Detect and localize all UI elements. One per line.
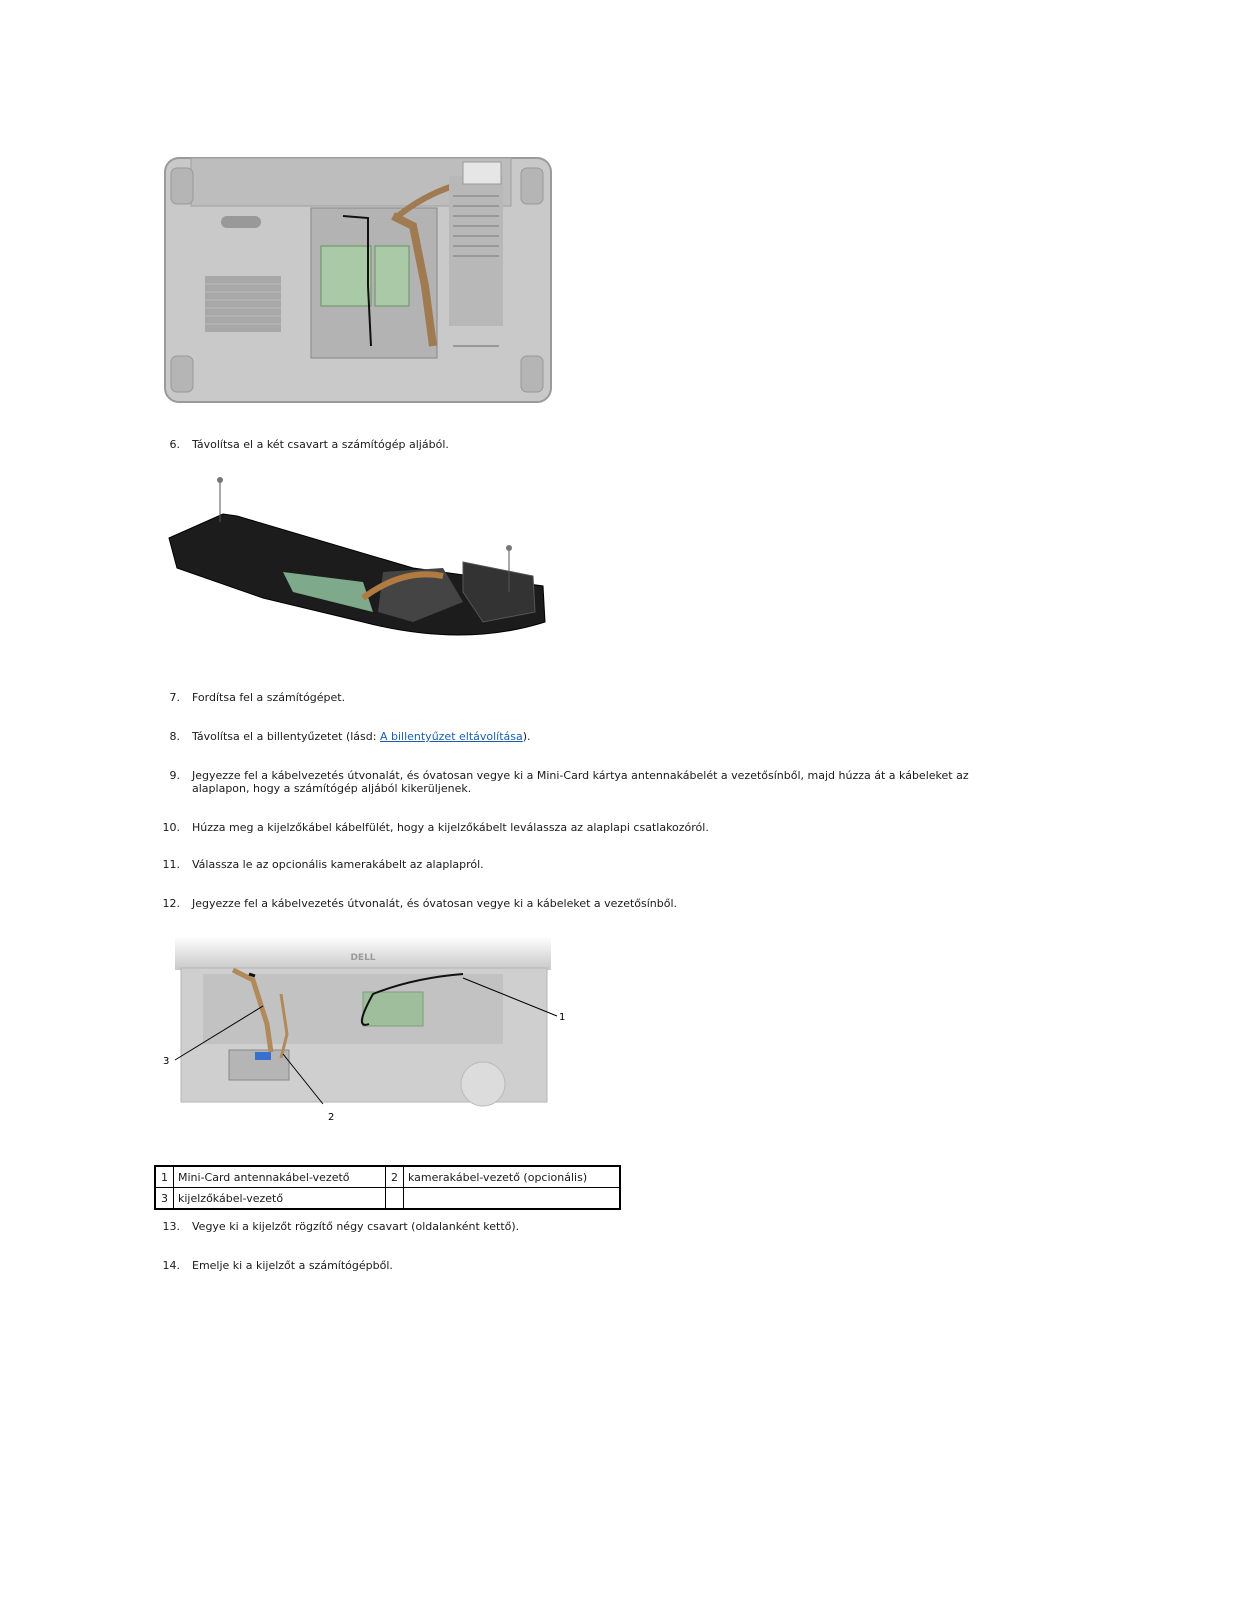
legend-label: kamerakábel-vezető (opcionális) xyxy=(404,1166,621,1188)
step-number: 10. xyxy=(162,821,180,834)
callout-2: 2 xyxy=(328,1112,335,1123)
legend-number: 3 xyxy=(155,1188,174,1210)
table-row xyxy=(155,1188,620,1210)
legend-label: kijelzőkábel-vezető xyxy=(174,1188,386,1210)
callout-legend-table xyxy=(154,1165,621,1210)
callout-1: 1 xyxy=(559,1012,566,1023)
step-number: 6. xyxy=(169,438,180,451)
table-row xyxy=(155,1166,620,1188)
step-text: Húzza meg a kijelzőkábel kábelfülét, hogy a kijelzőkábelt leválassza az alaplapi csatlakozóról. xyxy=(192,821,709,834)
screws-figure xyxy=(163,472,555,660)
step-number: 8. xyxy=(169,730,180,743)
step-number: 12. xyxy=(162,897,180,910)
step-text: Emelje ki a kijelzőt a számítógépből. xyxy=(192,1259,393,1272)
step-number: 9. xyxy=(169,769,180,782)
legend-number xyxy=(386,1188,404,1210)
legend-number: 1 xyxy=(155,1166,174,1188)
computer-bottom-figure xyxy=(163,156,555,406)
step-text: Válassza le az opcionális kamerakábelt az alaplapról. xyxy=(192,858,484,871)
dell-logo: DELL xyxy=(350,953,376,963)
step-number: 14. xyxy=(162,1259,180,1272)
step-number: 7. xyxy=(169,691,180,704)
step-text-before: Távolítsa el a billentyűzetet (lásd: xyxy=(192,730,380,743)
legend-label xyxy=(404,1188,621,1210)
step-text xyxy=(192,730,1022,743)
step-text: Vegye ki a kijelzőt rögzítő négy csavart (oldalanként kettő). xyxy=(192,1220,520,1233)
callout-3: 3 xyxy=(163,1056,170,1067)
step-text: Fordítsa fel a számítógépet. xyxy=(192,691,346,704)
keyboard-removal-link[interactable]: A billentyűzet eltávolítása xyxy=(379,730,523,743)
legend-label: Mini-Card antennakábel-vezető xyxy=(174,1166,386,1188)
step-text: Távolítsa el a két csavart a számítógép aljából. xyxy=(192,438,449,451)
step-number: 13. xyxy=(162,1220,180,1233)
legend-number: 2 xyxy=(386,1166,404,1188)
step-text: Jegyezze fel a kábelvezetés útvonalát, és óvatosan vegye ki a kábeleket a vezetősínből. xyxy=(192,897,678,910)
step-text: Jegyezze fel a kábelvezetés útvonalát, és óvatosan vegye ki a Mini-Card kártya antennakábelét a vezetősínből, majd húzza át a kábeleket az alaplapon, hogy a számítógép aljából kikerüljenek. xyxy=(192,769,969,795)
cable-routing-figure xyxy=(163,934,583,1126)
step-text-after: ). xyxy=(522,730,531,743)
step-number: 11. xyxy=(162,858,180,871)
